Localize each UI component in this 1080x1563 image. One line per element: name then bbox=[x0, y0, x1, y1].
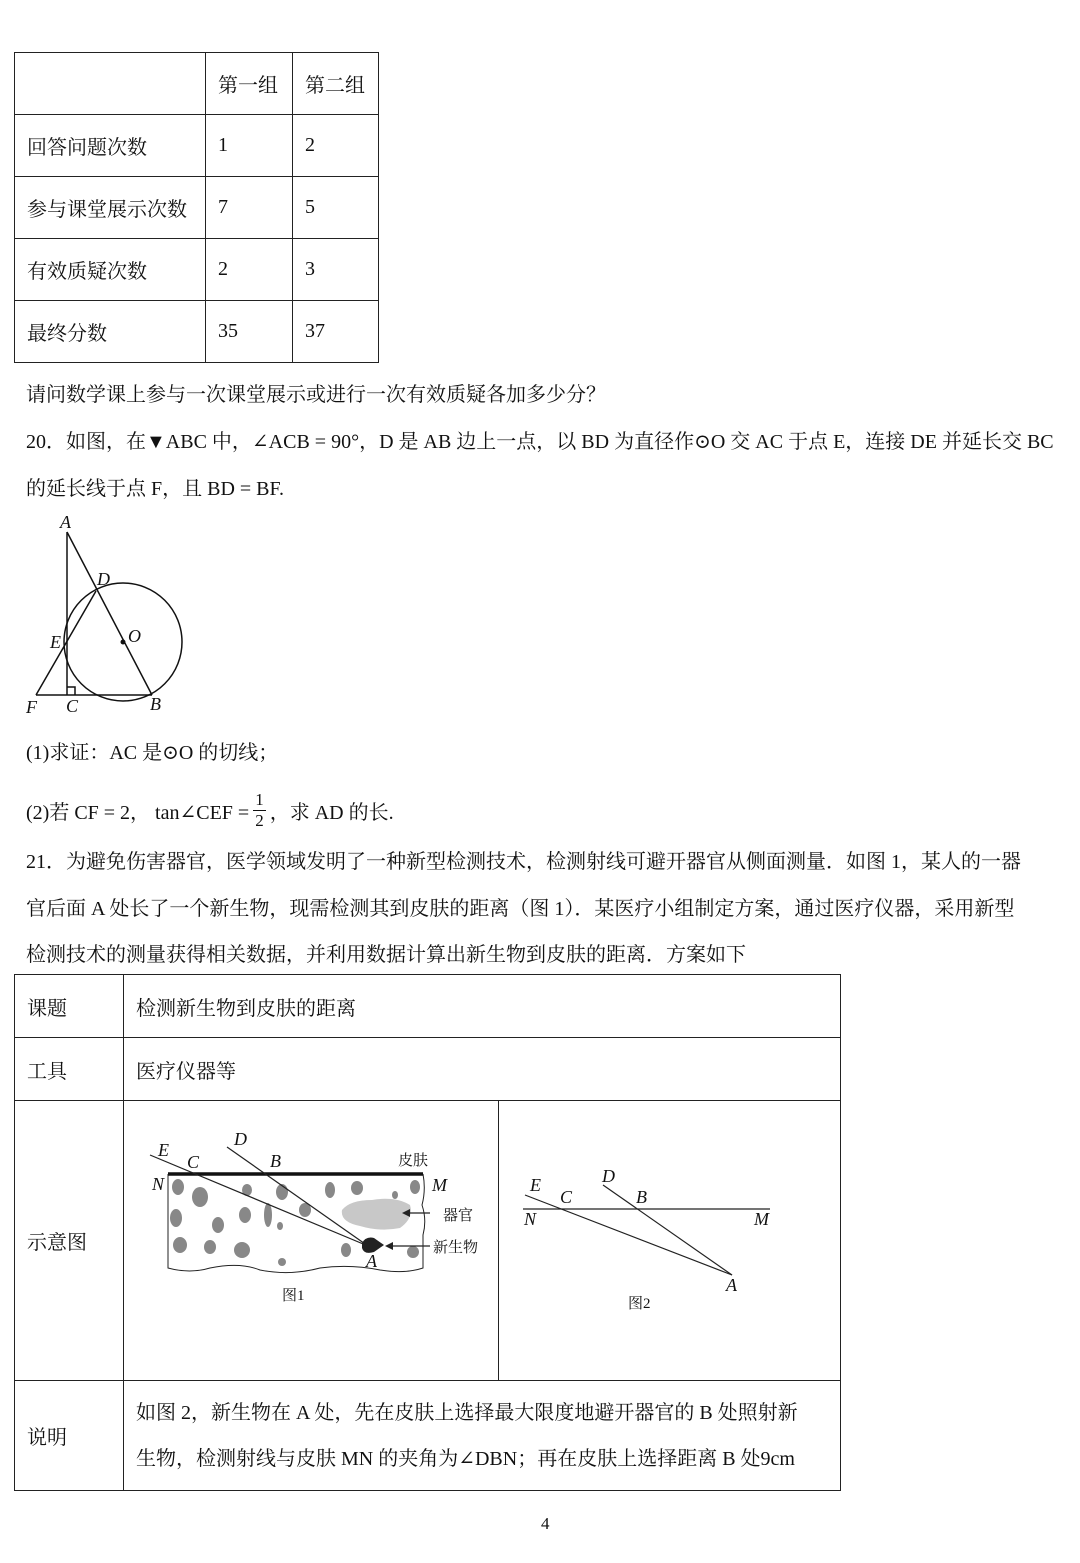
fig1-label-d: D bbox=[234, 1129, 247, 1149]
q19-question: 请问数学课上参与一次课堂展示或进行一次有效质疑各加多少分？ bbox=[26, 384, 606, 406]
q21-line2: 官后面 A 处长了一个新生物，现需检测其到皮肤的距离（图 1）．某医疗小组制定方案，通过医疗仪器，采用新型 bbox=[26, 898, 1015, 920]
table-cell: 工具 bbox=[15, 1038, 124, 1101]
fig1-label-n: N bbox=[152, 1174, 165, 1194]
q21-line3: 检测技术的测量获得相关数据，并利用数据计算出新生物到皮肤的距离．方案如下 bbox=[26, 944, 746, 966]
label-f: F bbox=[26, 697, 37, 717]
plan-table bbox=[14, 974, 841, 1491]
q20-part1: (1)求证：AC 是⊙O 的切线； bbox=[26, 742, 279, 764]
table-cell: 35 bbox=[206, 301, 293, 363]
q20-part2-suffix: ，求 AD 的长. bbox=[269, 802, 394, 824]
label-d: D bbox=[97, 569, 110, 589]
fig2-label-e: E bbox=[530, 1175, 541, 1195]
table-cell: 说明 bbox=[15, 1381, 124, 1491]
table-cell: 参与课堂展示次数 bbox=[15, 177, 206, 239]
fig2-label-m: M bbox=[754, 1209, 769, 1229]
table-cell: 课题 bbox=[15, 975, 124, 1038]
table-cell: 2 bbox=[293, 115, 379, 177]
fig2-label-d: D bbox=[602, 1166, 615, 1186]
fig1-label-b: B bbox=[270, 1151, 281, 1171]
label-o: O bbox=[128, 626, 141, 646]
fig2-label-b: B bbox=[636, 1187, 647, 1207]
fraction-numerator: 1 bbox=[255, 790, 264, 809]
explanation-line1: 如图 2，新生物在 A 处，先在皮肤上选择最大限度地避开器官的 B 处照射新 bbox=[136, 1401, 798, 1424]
table-cell: 医疗仪器等 bbox=[124, 1038, 841, 1101]
label-c: C bbox=[66, 696, 79, 716]
score-table bbox=[14, 52, 379, 363]
fig2-label-n: N bbox=[524, 1209, 537, 1229]
table-row bbox=[15, 239, 379, 301]
table-cell: 有效质疑次数 bbox=[15, 239, 206, 301]
explanation-line2: 生物，检测射线与皮肤 MN 的夹角为∠DBN；再在皮肤上选择距离 B 处9cm bbox=[136, 1447, 795, 1470]
table-row bbox=[15, 1101, 841, 1381]
q20-part2-prefix: (2)若 CF = 2， tan∠CEF = bbox=[26, 802, 250, 824]
fig1-label-c: C bbox=[187, 1152, 200, 1172]
table-cell bbox=[124, 1381, 841, 1491]
label-a: A bbox=[60, 512, 71, 532]
fig1-caption: 图1 bbox=[282, 1288, 305, 1304]
table-row bbox=[15, 1381, 841, 1491]
fig1-label-a: A bbox=[366, 1251, 377, 1271]
fig2-caption: 图2 bbox=[628, 1296, 651, 1312]
table-header-cell: 第二组 bbox=[293, 53, 379, 115]
table-row bbox=[15, 975, 841, 1038]
table-row bbox=[15, 177, 379, 239]
page-number: 4 bbox=[541, 1514, 550, 1533]
table-cell: 回答问题次数 bbox=[15, 115, 206, 177]
table-cell: 37 bbox=[293, 301, 379, 363]
fig1-label-e: E bbox=[158, 1140, 169, 1160]
figure2-cell bbox=[499, 1101, 841, 1381]
table-header-cell: 第一组 bbox=[206, 53, 293, 115]
table-cell: 7 bbox=[206, 177, 293, 239]
fig1-growth-label: 新生物 bbox=[433, 1240, 479, 1256]
table-row bbox=[15, 301, 379, 363]
table-header-cell bbox=[15, 53, 206, 115]
label-b: B bbox=[150, 694, 161, 714]
fig1-organ-label: 器官 bbox=[443, 1208, 474, 1224]
fraction bbox=[253, 790, 266, 831]
table-cell: 检测新生物到皮肤的距离 bbox=[124, 975, 841, 1038]
fig1-skin-label: 皮肤 bbox=[398, 1153, 429, 1169]
fig1-label-m: M bbox=[432, 1175, 447, 1195]
label-e: E bbox=[50, 632, 61, 652]
table-cell: 3 bbox=[293, 239, 379, 301]
table-cell: 1 bbox=[206, 115, 293, 177]
table-cell: 5 bbox=[293, 177, 379, 239]
fig2-label-c: C bbox=[560, 1187, 573, 1207]
table-cell: 示意图 bbox=[15, 1101, 124, 1381]
q21-line1: 21．为避免伤害器官，医学领域发明了一种新型检测技术，检测射线可避开器官从侧面测量．如图 1，某人的一器 bbox=[26, 851, 1021, 873]
table-row bbox=[15, 1038, 841, 1101]
table-header-row bbox=[15, 53, 379, 115]
q20-line1: 20．如图，在▼ABC 中，∠ACB = 90°，D 是 AB 边上一点，以 BD 为直径作⊙O 交 AC 于点 E，连接 DE 并延长交 BC bbox=[26, 431, 1054, 453]
fraction-denominator: 2 bbox=[255, 811, 264, 830]
table-cell: 2 bbox=[206, 239, 293, 301]
q20-part2 bbox=[26, 790, 394, 831]
q20-line2: 的延长线于点 F，且 BD = BF. bbox=[26, 478, 285, 500]
table-cell: 最终分数 bbox=[15, 301, 206, 363]
fig2-label-a: A bbox=[726, 1275, 737, 1295]
table-row bbox=[15, 115, 379, 177]
